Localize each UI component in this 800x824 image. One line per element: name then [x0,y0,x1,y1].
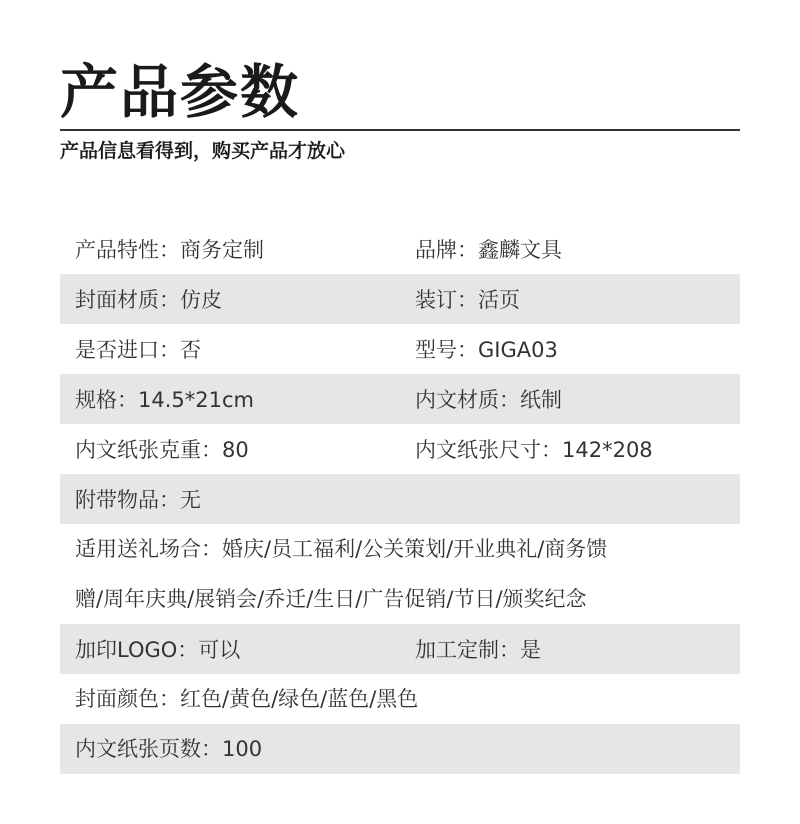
spec-paper-weight: 内文纸张克重：80 [75,438,249,462]
spec-occasions-line1: 适用送礼场合：婚庆/员工福利/公关策划/开业典礼/商务馈 [75,537,608,561]
spec-inner-material: 内文材质：纸制 [415,388,562,412]
spec-row [60,524,740,624]
spec-row [60,624,740,674]
spec-cover-material: 封面材质：仿皮 [75,288,222,312]
spec-row [60,224,740,274]
page-title: 产品参数 [60,58,301,126]
spec-row [60,724,740,774]
page-subtitle: 产品信息看得到，购买产品才放心 [60,140,346,162]
spec-accessories: 附带物品：无 [75,488,201,512]
spec-row [60,424,740,474]
spec-model: 型号：GIGA03 [415,338,558,362]
spec-row [60,324,740,374]
spec-paper-size: 内文纸张尺寸：142*208 [415,438,653,462]
spec-custom: 加工定制：是 [415,638,541,662]
spec-row [60,674,740,724]
spec-occasions-line2: 赠/周年庆典/展销会/乔迁/生日/广告促销/节日/颁奖纪念 [75,587,587,611]
spec-page-count: 内文纸张页数：100 [75,737,263,761]
title-divider [60,129,740,131]
spec-cover-colors: 封面颜色：红色/黄色/绿色/蓝色/黑色 [75,687,419,711]
spec-table [60,224,740,774]
spec-size: 规格：14.5*21cm [75,388,254,412]
spec-brand: 品牌：鑫麟文具 [415,238,562,262]
spec-feature: 产品特性：商务定制 [75,238,264,262]
spec-row [60,374,740,424]
spec-row [60,474,740,524]
spec-occasions [60,524,740,624]
spec-row [60,274,740,324]
spec-logo-print: 加印LOGO：可以 [75,638,241,662]
spec-imported: 是否进口：否 [75,338,201,362]
spec-binding: 装订：活页 [415,288,520,312]
